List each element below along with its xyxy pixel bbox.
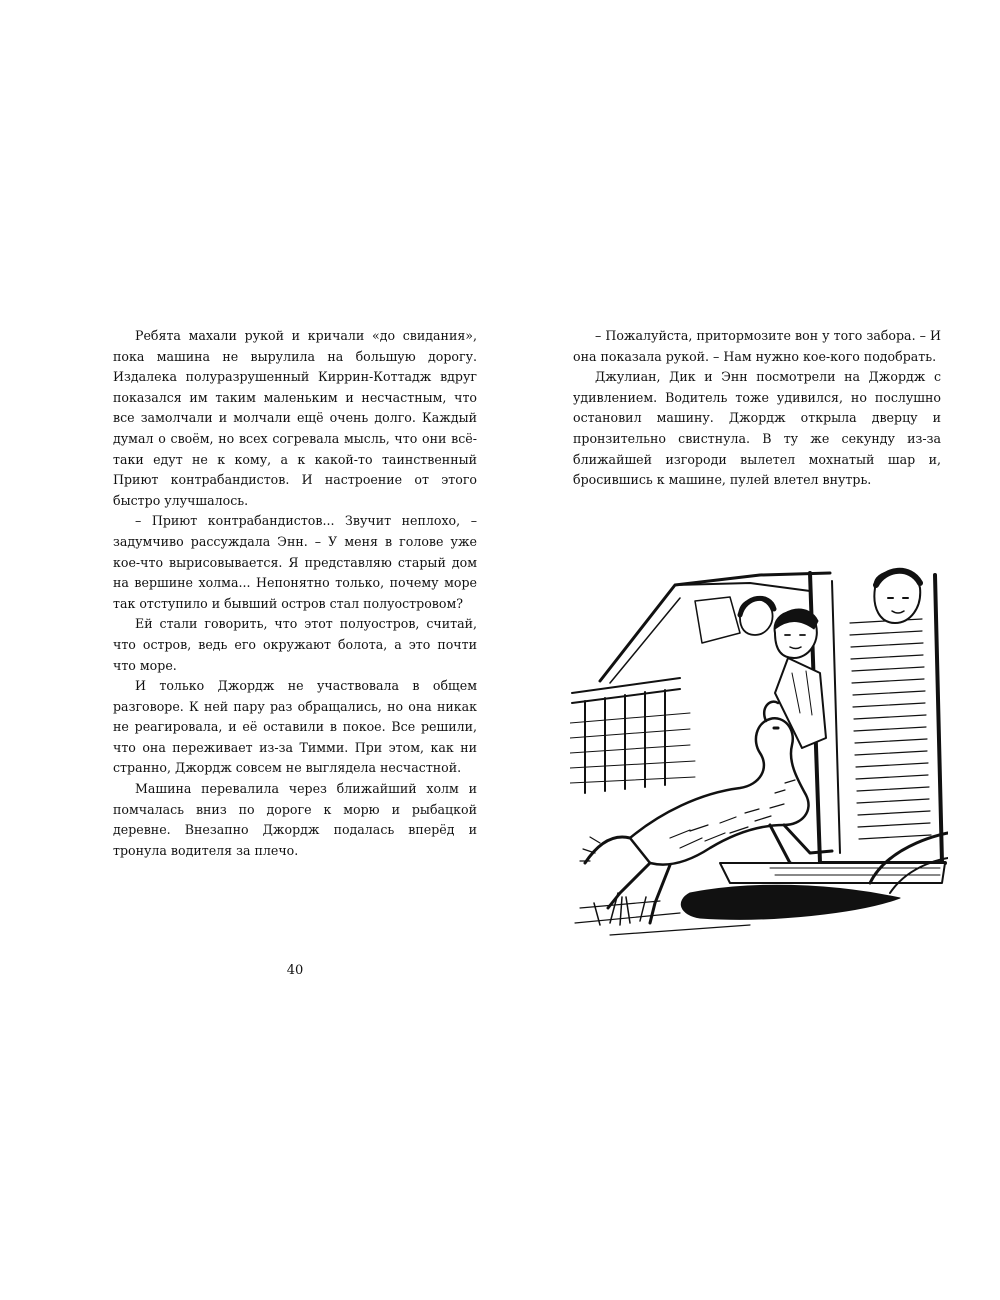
right-paragraph-2: Джулиан, Дик и Энн посмотрели на Джордж с удивлением. Водитель тоже удивился, но послушно остановил машину. Джордж открыла дверцу и пронзительно свистнула. В ту же секунду из-за ближайшей изгороди вылетел мохнатый шар и, бросившись к машине, пулей влетел внутрь.: [573, 369, 941, 488]
page-number: 40: [286, 963, 304, 978]
right-page: [500, 0, 1000, 1300]
left-paragraph-1: Ребята махали рукой и кричали «до свидания», пока машина не вырулила на большую дорогу. Издалека полуразрушенный Киррин-Коттадж вдруг показался им таким маленьким и несчастным, что все замолчали и молчали ещё очень долго. Каждый думал о своём, но всех согревала мысль, что они всё-таки едут не к кому, а к какой-то таинственный Приют контрабандистов. И настроение от этого быстро улучшалось.: [113, 328, 477, 508]
illustration-drawing: [570, 563, 948, 938]
left-paragraph-2: – Приют контрабандистов... Звучит неплохо, – задумчиво рассуждала Энн. – У меня в голове уже кое-что вырисовывается. Я представляю старый дом на вершине холма... Непонятно только, почему море так отступило и бывший остров стал полуостровом?: [113, 513, 477, 611]
right-text-column: [573, 326, 941, 491]
left-paragraph-4: И только Джордж не участвовала в общем разговоре. К ней пару раз обращались, но она никак не реагировала, и её оставили в покое. Все решили, что она переживает из-за Тимми. При этом, как ни странно, Джордж совсем не выглядела несчастной.: [113, 678, 477, 776]
left-paragraph-5: Машина перевалила через ближайший холм и помчалась вниз по дороге к морю и рыбацкой деревне. Внезапно Джордж подалась вперёд и тронула водителя за плечо.: [113, 781, 477, 858]
car-door-dog-illustration: [570, 563, 948, 938]
left-text-column: [113, 326, 477, 861]
right-paragraph-1: – Пожалуйста, притормозите вон у того забора. – И она показала рукой. – Нам нужно кое-кого подобрать.: [573, 328, 941, 364]
left-paragraph-3: Ей стали говорить, что этот полуостров, считай, что остров, ведь его окружают болота, а это почти что море.: [113, 616, 477, 673]
